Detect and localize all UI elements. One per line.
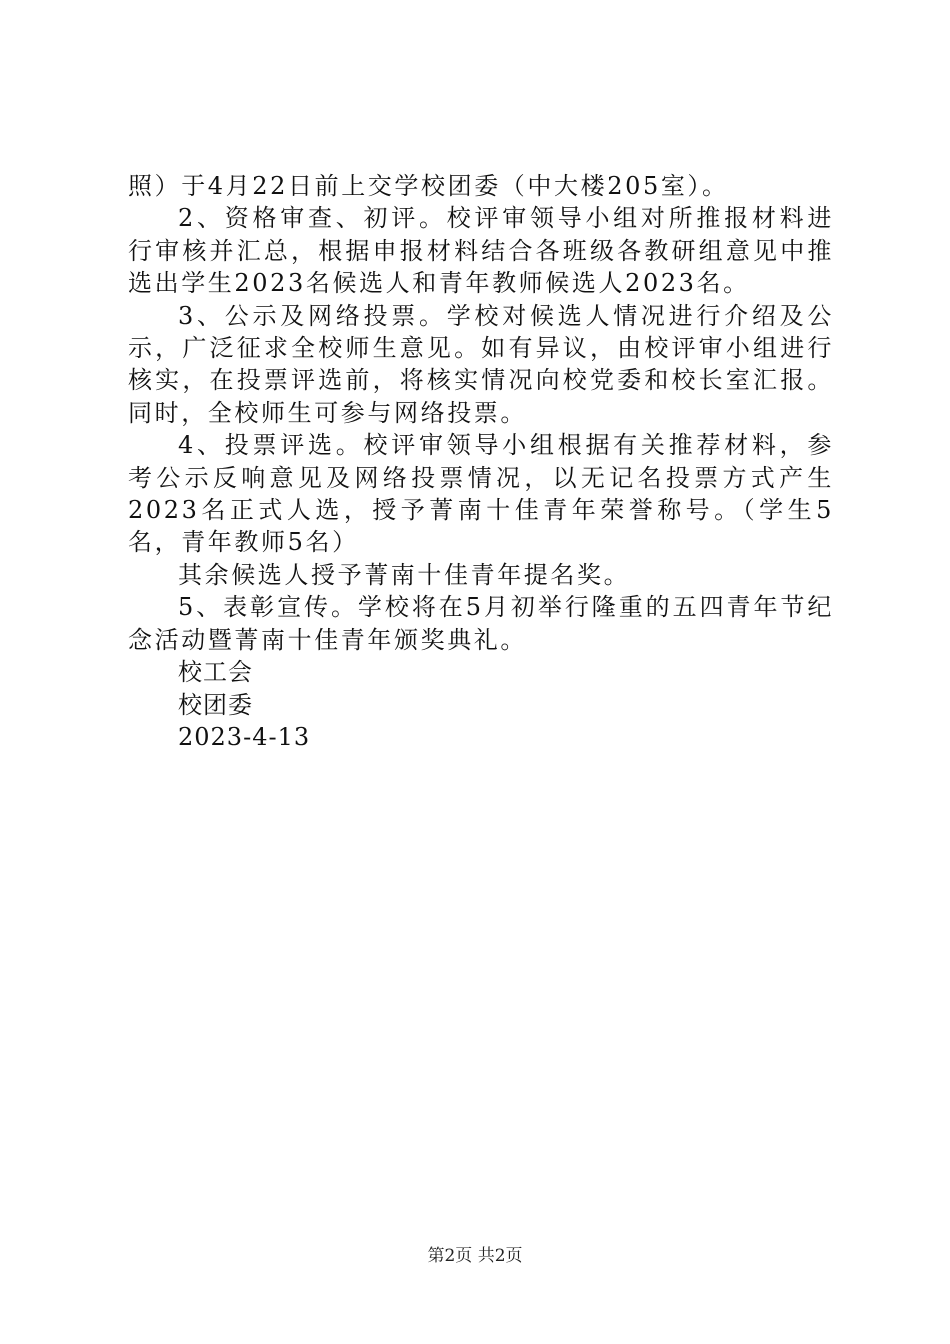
document-body (128, 170, 834, 753)
signature-union: 校工会 (178, 658, 253, 687)
paragraph-vote-selection: 4、投票评选。校评审领导小组根据有关推荐材料，参考公示反响意见及网络投票情况，以无记名投票方式产生2023名正式人选，授予菁南十佳青年荣誉称号。（学生5名，青年教师5名） (128, 431, 834, 557)
paragraph-continuation: 照）于4月22日前上交学校团委（中大楼205室）。 (128, 172, 729, 200)
paragraph-nomination-award: 其余候选人授予菁南十佳青年提名奖。 (178, 560, 631, 589)
page-number: 第2页 共2页 (427, 1246, 523, 1266)
page-footer (0, 1244, 950, 1268)
paragraph-commendation: 5、表彰宣传。学校将在5月初举行隆重的五四青年节纪念活动暨菁南十佳青年颁奖典礼。 (128, 593, 834, 654)
signature-youth-league: 校团委 (178, 690, 253, 719)
paragraph-public-notice-voting: 3、公示及网络投票。学校对候选人情况进行介绍及公示，广泛征求全校师生意见。如有异议，由校评审小组进行核实，在投票评选前，将核实情况向校党委和校长室汇报。同时，全校师生可参与网络投票。 (128, 301, 834, 427)
signature-date: 2023-4-13 (178, 722, 311, 751)
paragraph-qualification-review: 2、资格审查、初评。校评审领导小组对所推报材料进行审核并汇总，根据申报材料结合各班级各教研组意见中推选出学生2023名候选人和青年教师候选人2023名。 (128, 204, 834, 298)
